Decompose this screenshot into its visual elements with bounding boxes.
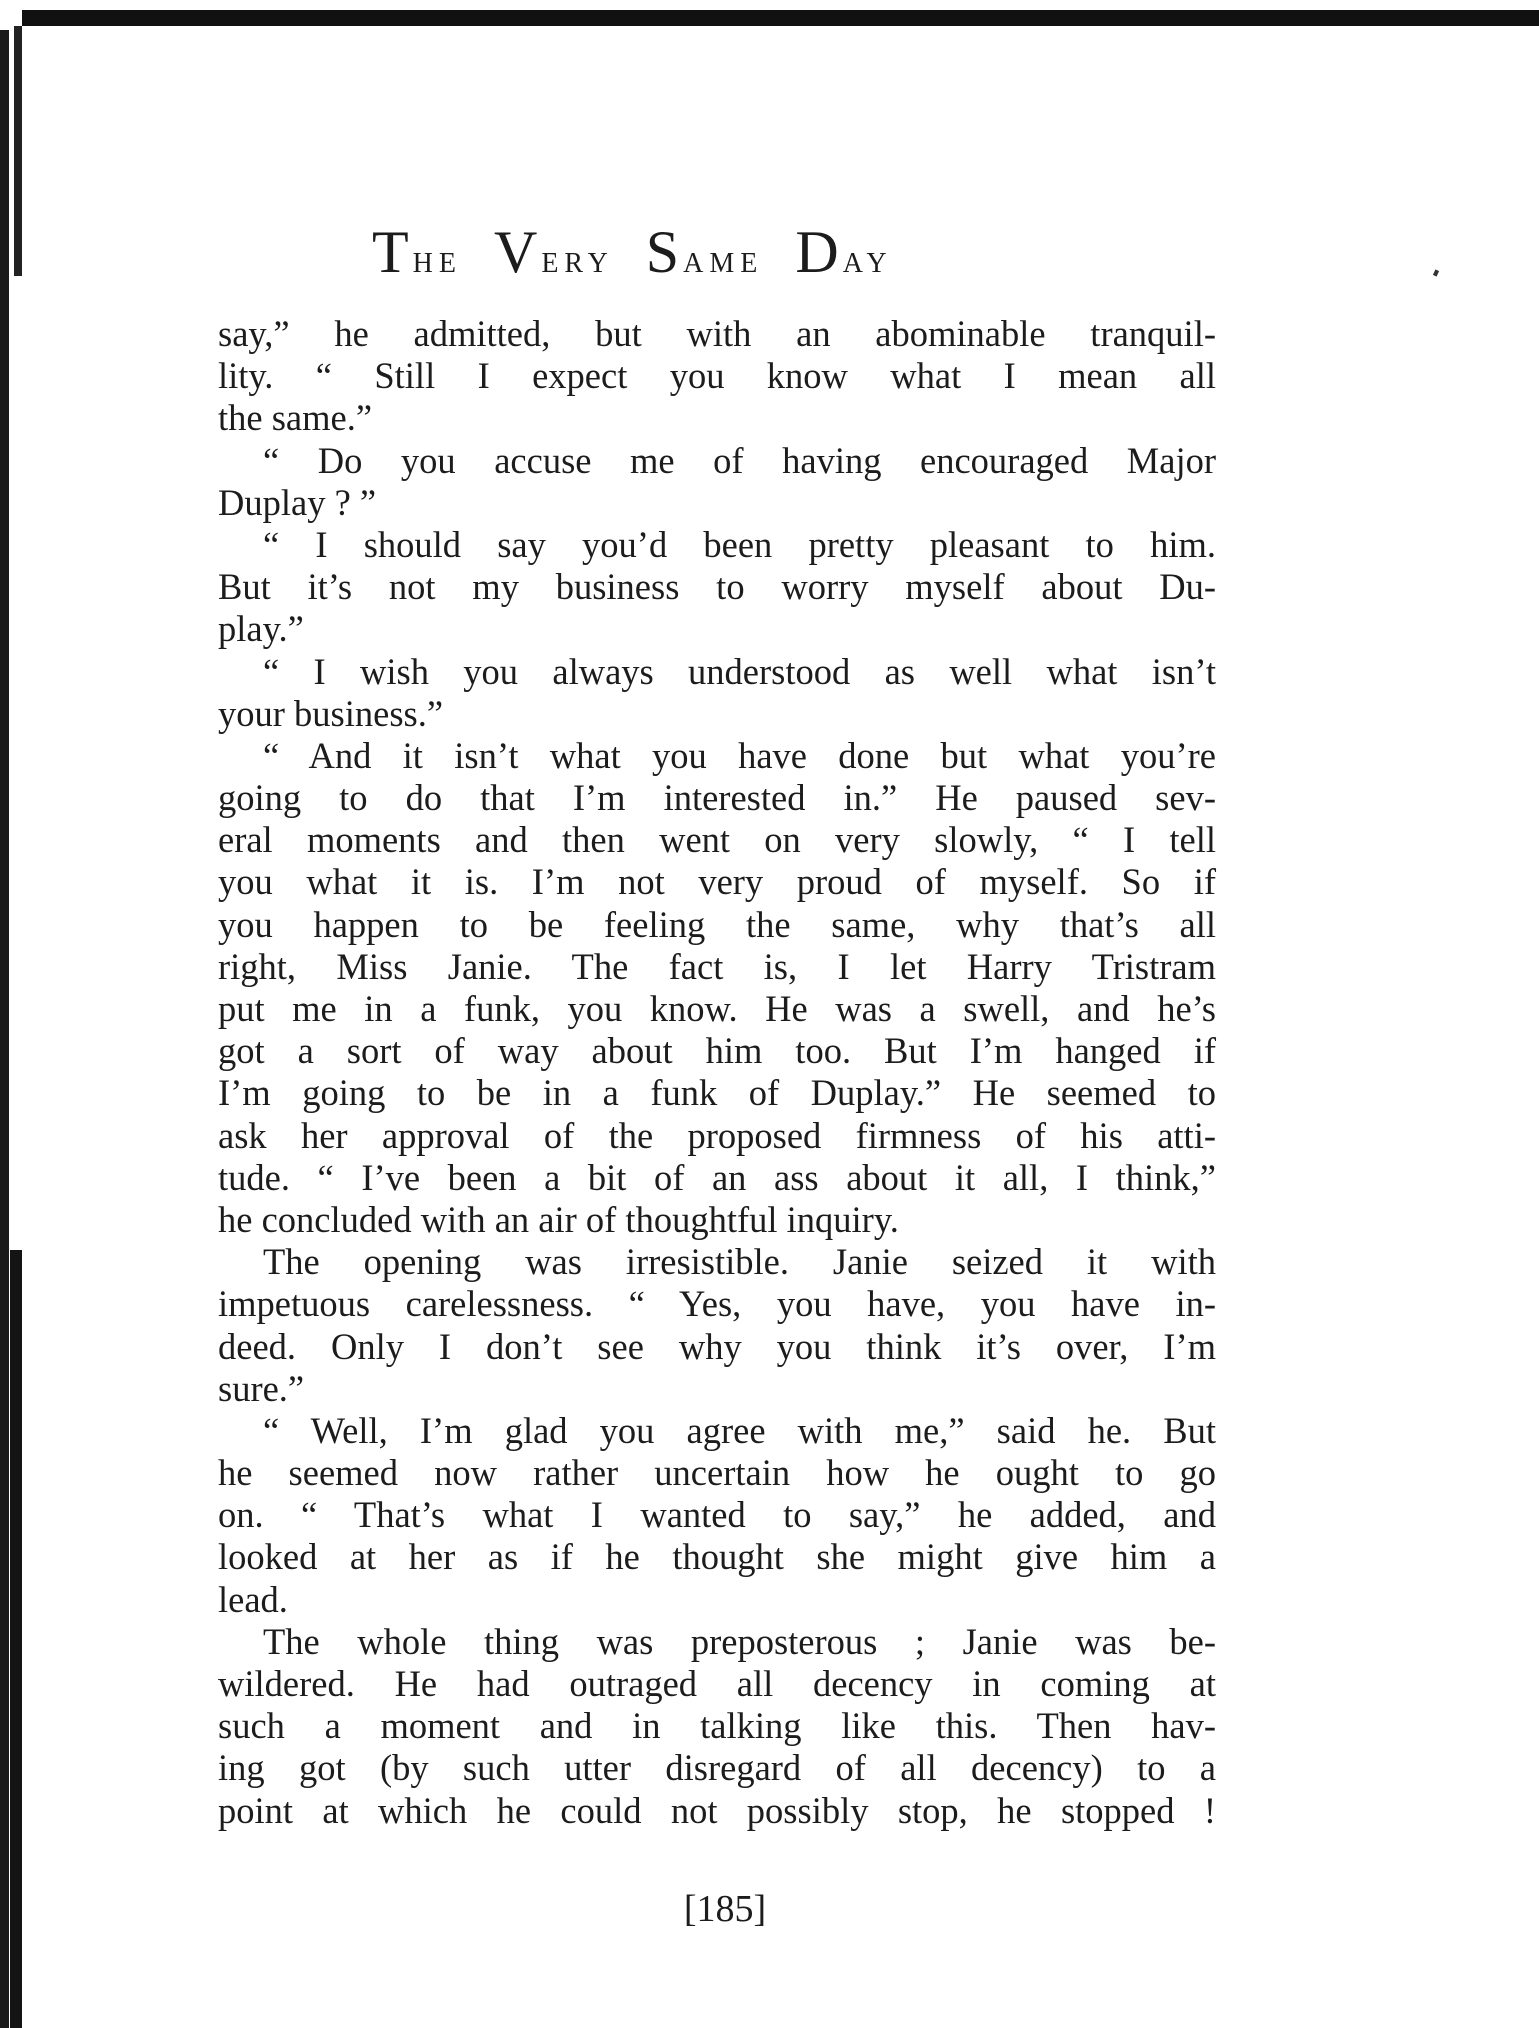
- text-line: he seemed now rather uncertain how he ought to go: [218, 1452, 1216, 1494]
- text-line: “ And it isn’t what you have done but what you’re: [263, 734, 1216, 776]
- text-line: The opening was irresistible. Janie seized it with: [263, 1241, 1216, 1283]
- text-line: impetuous carelessness. “ Yes, you have, you have in-: [218, 1283, 1216, 1325]
- page-number: [185]: [683, 1888, 767, 1930]
- left-scan-edge-lower: [10, 1250, 22, 2028]
- text-line: your business.”: [218, 692, 444, 734]
- text-line: on. “ That’s what I wanted to say,” he added, and: [218, 1494, 1216, 1536]
- text-line: you happen to be feeling the same, why that’s all: [218, 903, 1216, 945]
- text-line: got a sort of way about him too. But I’m hanged if: [218, 1030, 1216, 1072]
- running-head-initial: T: [372, 219, 413, 285]
- text-line: tude. “ I’ve been a bit of an ass about it all, I think,”: [218, 1156, 1216, 1198]
- text-line: “ I wish you always understood as well what isn’t: [263, 650, 1216, 692]
- text-line: sure.”: [218, 1367, 305, 1409]
- running-head-initial: S: [645, 219, 684, 285]
- running-head-initial: V: [493, 219, 542, 285]
- text-line: Duplay ? ”: [218, 481, 377, 523]
- running-head-rest: ame: [683, 236, 764, 281]
- running-head: [372, 218, 1072, 287]
- text-line: But it’s not my business to worry myself about Du-: [218, 566, 1216, 608]
- text-line: point at which he could not possibly stop, he stopped !: [218, 1789, 1216, 1831]
- text-line: say,” he admitted, but with an abominable tranquil-: [218, 313, 1216, 354]
- text-line: going to do that I’m interested in.” He paused sev-: [218, 777, 1216, 819]
- text-line: you what it is. I’m not very proud of myself. So if: [218, 861, 1216, 903]
- scan-speck: [1433, 269, 1439, 276]
- running-head-rest: he: [412, 236, 462, 281]
- text-line: right, Miss Janie. The fact is, I let Harry Tristram: [218, 945, 1216, 987]
- running-head-rest: ay: [842, 236, 893, 281]
- text-line: wildered. He had outraged all decency in coming at: [218, 1663, 1216, 1704]
- text-line: he concluded with an air of thoughtful inquiry.: [218, 1198, 899, 1240]
- running-head-rest: ery: [541, 236, 614, 281]
- text-line: looked at her as if he thought she might give him a: [218, 1536, 1216, 1578]
- text-line: lead.: [218, 1578, 288, 1620]
- text-line: play.”: [218, 608, 304, 650]
- text-line: the same.”: [218, 397, 373, 439]
- text-line: “ Do you accuse me of having encouraged Major: [263, 439, 1216, 481]
- left-scan-edge: [0, 30, 9, 2028]
- text-line: such a moment and in talking like this. Then hav-: [218, 1705, 1216, 1747]
- body-text: [218, 313, 1216, 1832]
- running-head-initial: D: [795, 219, 843, 285]
- left-scan-edge-upper: [14, 26, 22, 276]
- top-page-edge-rule: [22, 10, 1539, 26]
- text-line: I’m going to be in a funk of Duplay.” He seemed to: [218, 1072, 1216, 1114]
- text-line: lity. “ Still I expect you know what I mean all: [218, 355, 1216, 397]
- text-line: ask her approval of the proposed firmness of his atti-: [218, 1114, 1216, 1156]
- text-line: put me in a funk, you know. He was a swell, and he’s: [218, 988, 1216, 1029]
- text-line: “ Well, I’m glad you agree with me,” said he. But: [263, 1409, 1216, 1451]
- text-line: ing got (by such utter disregard of all decency) to a: [218, 1747, 1216, 1789]
- text-line: The whole thing was preposterous ; Janie was be-: [263, 1620, 1216, 1662]
- text-line: deed. Only I don’t see why you think it’s over, I’m: [218, 1325, 1216, 1367]
- text-line: “ I should say you’d been pretty pleasant to him.: [263, 523, 1216, 565]
- text-line: eral moments and then went on very slowly, “ I tell: [218, 819, 1216, 861]
